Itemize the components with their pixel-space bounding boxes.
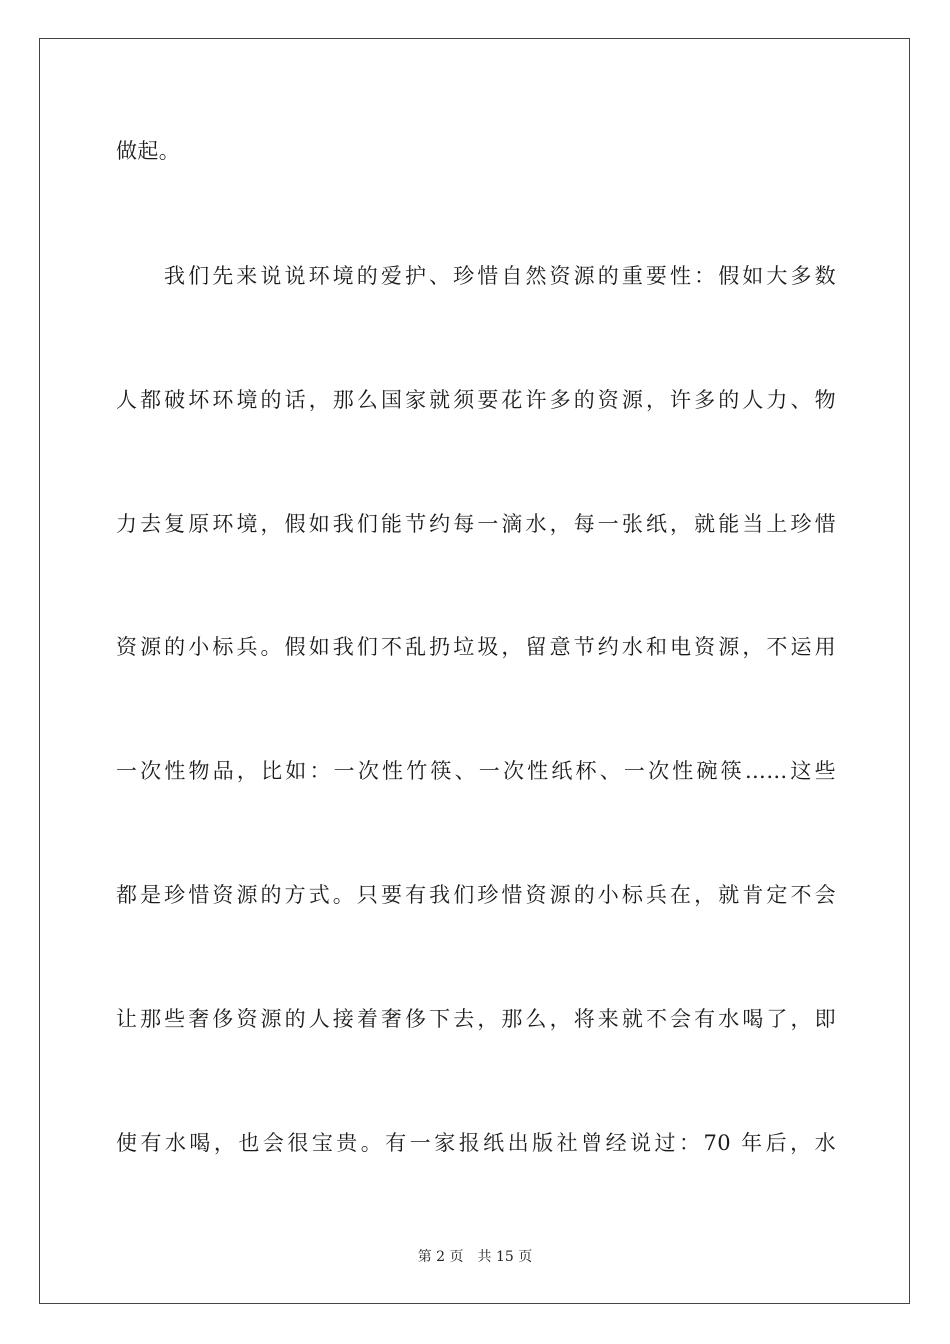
page-number: 第 2 页 [417, 1249, 464, 1265]
text-line-7: 都是珍惜资源的方式。只要有我们珍惜资源的小标兵在，就肯定不会 [116, 883, 836, 907]
page-total: 共 15 页 [477, 1249, 533, 1265]
page-footer [0, 1246, 950, 1266]
text-line-9: 使有水喝，也会很宝贵。有一家报纸出版社曾经说过：70 年后，水 [116, 1131, 836, 1155]
text-line-4: 力去复原环境，假如我们能节约每一滴水，每一张纸，就能当上珍惜 [116, 512, 836, 536]
text-line-6: 一次性物品，比如：一次性竹筷、一次性纸杯、一次性碗筷……这些 [116, 759, 836, 783]
text-line-1: 做起。 [116, 139, 181, 163]
text-line-3: 人都破坏环境的话，那么国家就须要花许多的资源，许多的人力、物 [116, 388, 836, 412]
paragraph-first-line: 我们先来说说环境的爱护、珍惜自然资源的重要性：假如大多数 [164, 264, 836, 288]
page-border [39, 38, 910, 1304]
text-line-8: 让那些奢侈资源的人接着奢侈下去，那么，将来就不会有水喝了，即 [116, 1007, 836, 1031]
text-line-5: 资源的小标兵。假如我们不乱扔垃圾，留意节约水和电资源，不运用 [116, 635, 836, 659]
